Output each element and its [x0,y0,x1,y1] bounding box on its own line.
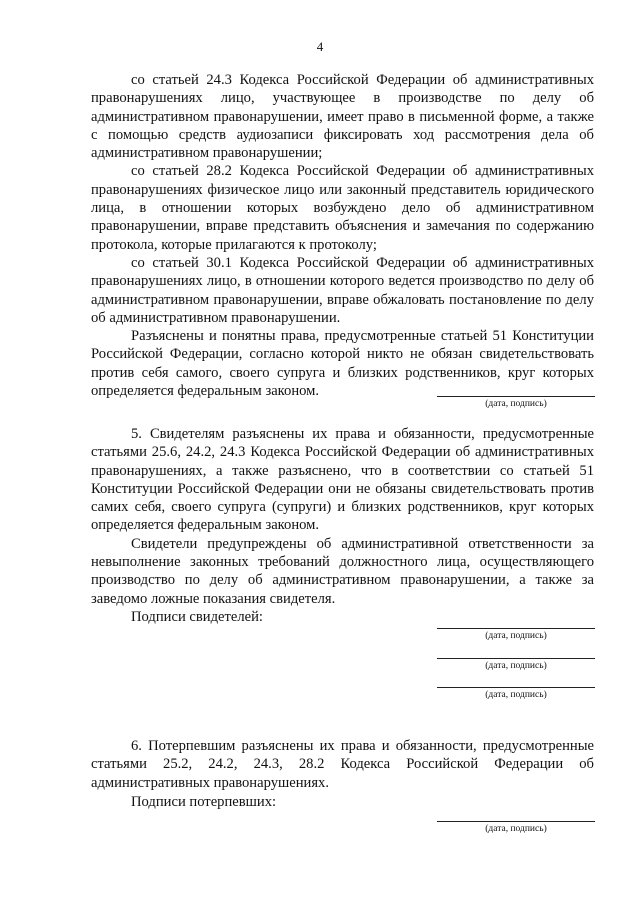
signature-line [437,658,595,659]
signature-field-witness-3[interactable] [437,687,595,701]
signature-field-victim[interactable] [437,821,595,835]
signature-caption: (дата, подпись) [485,631,547,641]
signature-line [437,821,595,822]
signature-line [437,396,595,397]
page-number: 4 [316,39,324,54]
victims-section [91,737,594,792]
signature-field-person[interactable] [437,396,595,410]
signature-line [437,687,595,688]
signature-caption: (дата, подпись) [485,399,547,409]
victim-signatures-label: Подписи потерпевших: [131,794,277,810]
signature-caption: (дата, подпись) [485,824,547,834]
paragraph-witness-rights: 5. Свидетелям разъяснены их права и обязанности, предусмотренные статьями 25.6, 24.2, 24.3 Кодекса Российской Федерации об административных правонарушениях, а также разъяснено, что в соответствии со статьей 51 Конституции Российской Федерации они не обязаны свидетельствовать против самих себя, своего супруга (супруги) и близких родственников, круг которых определяется федеральным законом. [91,426,594,534]
signature-field-witness-1[interactable] [437,628,595,642]
paragraph-witness-warning: Свидетели предупреждены об административной ответственности за невыполнение законных требований должностного лица, осуществляющего производство по делу об административном правонарушении, а также за заведомо ложные показания свидетеля. [91,535,594,607]
signature-field-witness-2[interactable] [437,658,595,672]
paragraph-article-24-3: со статьей 24.3 Кодекса Российской Федерации об административных правонарушениях лицо, участвующее в производстве по делу об административном правонарушении, имеет право в письменной форме, а также с помощью средств аудиозаписи фиксировать ход рассмотрения дела об административном правонарушении; [91,72,594,162]
paragraph-constitution-51: Разъяснены и понятны права, предусмотренные статьей 51 Конституции Российской Федерации, согласно которой никто не обязан свидетельствовать против себя самого, своего супруга и близких родственников, круг которых определяется федеральным законом. [91,328,594,400]
rights-section [91,71,594,400]
paragraph-article-28-2: со статьей 28.2 Кодекса Российской Федерации об административных правонарушениях физическое лицо или законный представитель юридического лица, в отношении которых возбуждено дело об административном правонарушении, вправе представить объяснения и замечания по содержанию протокола, которые прилагаются к протоколу; [91,163,594,253]
paragraph-article-30-1: со статьей 30.1 Кодекса Российской Федерации об административных правонарушениях лицо, в отношении которого ведется производство по делу об административном правонарушении, вправе обжаловать постановление по делу об административном правонарушении. [91,254,594,326]
witness-signatures-label: Подписи свидетелей: [131,608,263,625]
paragraph-victim-rights: 6. Потерпевшим разъяснены их права и обязанности, предусмотренные статьями 25.2, 24.2, 24.3, 28.2 Кодекса Российской Федерации об административных правонарушениях. [91,738,594,791]
signature-caption: (дата, подпись) [485,661,547,671]
signature-caption: (дата, подпись) [485,690,547,700]
signature-line [437,628,595,629]
victims-signatures-block [91,793,594,811]
witnesses-section [91,425,594,626]
